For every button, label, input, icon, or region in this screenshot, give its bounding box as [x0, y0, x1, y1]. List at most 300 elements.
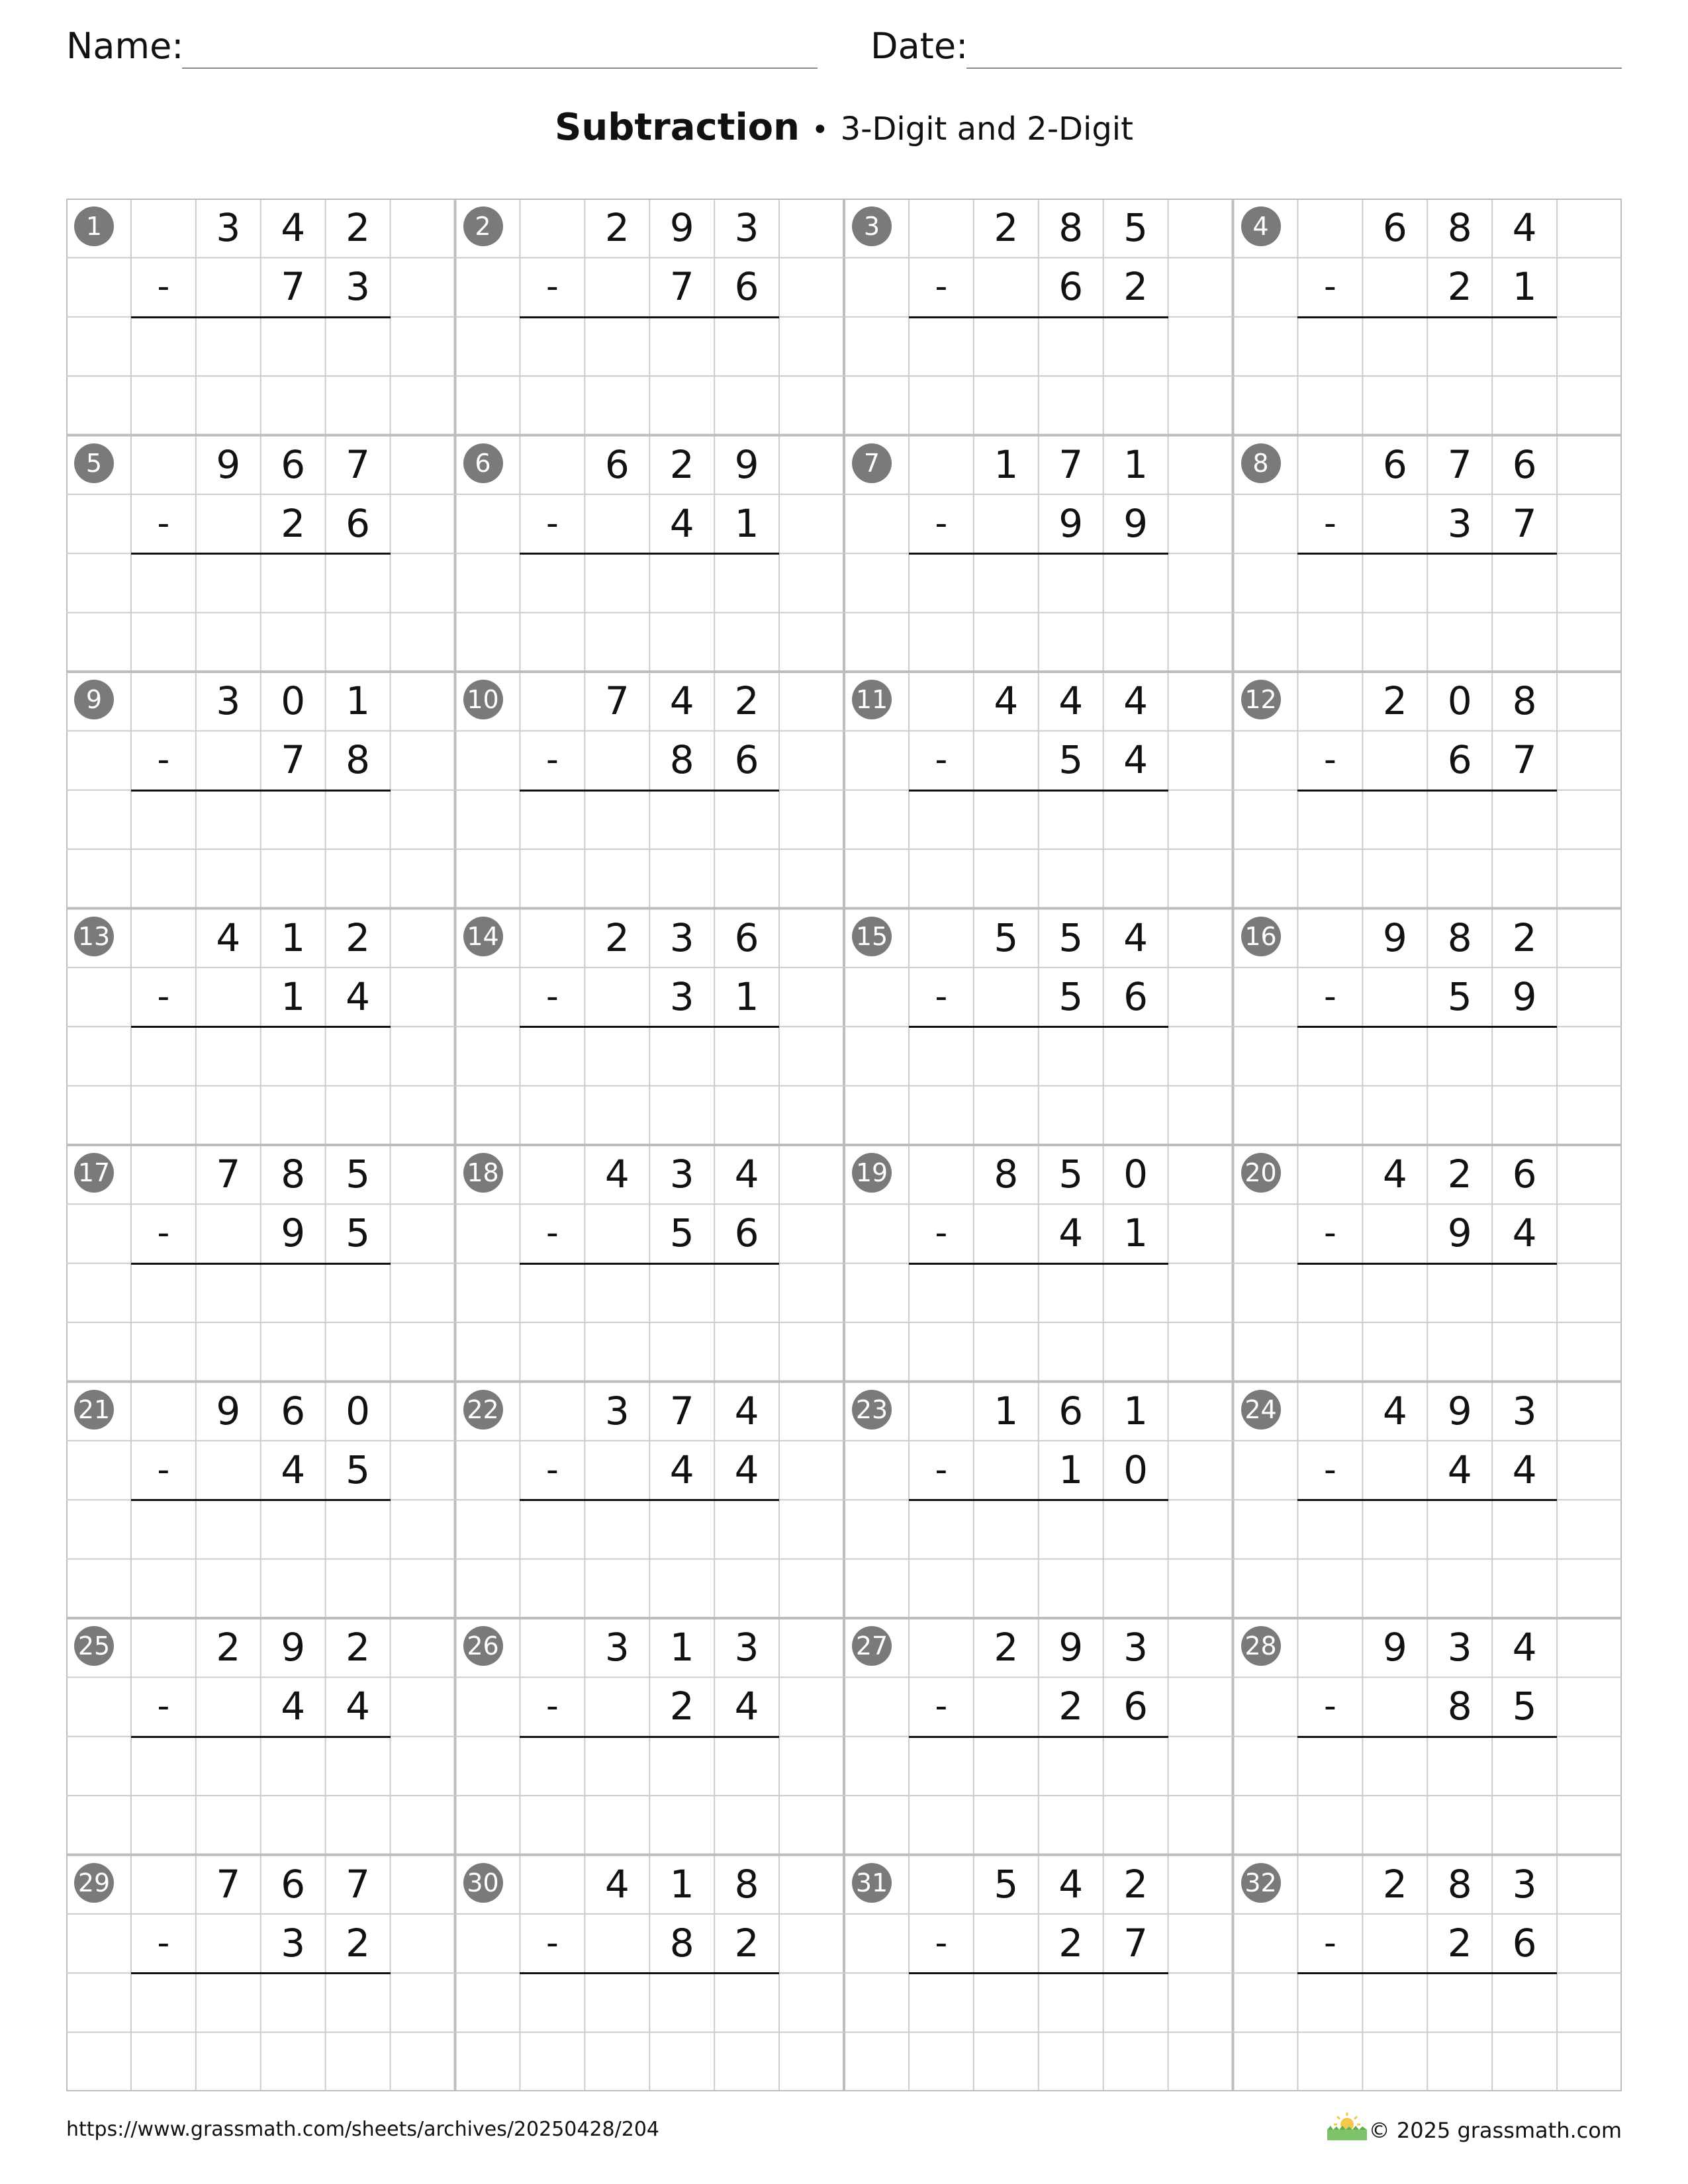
- minuend-digit: 6: [1382, 205, 1407, 250]
- subtrahend-digit: 0: [1123, 1447, 1149, 1492]
- minuend-digit: 4: [1123, 915, 1149, 960]
- minuend-digit: 1: [346, 678, 371, 723]
- answer-area[interactable]: [1297, 792, 1557, 907]
- problem-number-badge: 1: [74, 206, 114, 246]
- minuend-digit: 3: [216, 205, 241, 250]
- minuend-digit: 8: [1058, 205, 1084, 250]
- answer-area[interactable]: [909, 1028, 1168, 1144]
- minuend-digit: 3: [669, 1152, 694, 1197]
- grass-sun-logo-icon: [1324, 2110, 1370, 2143]
- minus-sign: -: [157, 976, 170, 1017]
- minuend-digit: 0: [1123, 1152, 1149, 1197]
- problem-number-badge: 10: [463, 680, 503, 719]
- subtrahend-digit: 3: [669, 974, 694, 1019]
- minuend-digit: 2: [346, 205, 371, 250]
- subtrahend-digit: 1: [1058, 1447, 1084, 1492]
- subtrahend-digit: 7: [281, 737, 306, 783]
- subtrahend-digit: 6: [734, 1210, 759, 1256]
- minuend-digit: 3: [1512, 1861, 1537, 1907]
- minuend-digit: 2: [994, 205, 1019, 250]
- problem-30: [455, 1855, 845, 2092]
- subtrahend-digit: 3: [281, 1920, 306, 1966]
- problem-32: [1233, 1855, 1622, 2092]
- minuend-digit: 4: [1512, 1625, 1537, 1670]
- minuend-digit: 3: [604, 1625, 630, 1670]
- subtrahend-digit: 8: [669, 737, 694, 783]
- problem-number-badge: 16: [1241, 917, 1281, 956]
- problem-10: [455, 672, 845, 909]
- minuend-digit: 7: [669, 1388, 694, 1433]
- name-label: Name:: [66, 25, 184, 67]
- subtrahend-digit: 6: [1512, 1920, 1537, 1966]
- problem-number-badge: 18: [463, 1153, 503, 1193]
- problem-number-badge: 20: [1241, 1153, 1281, 1193]
- subtrahend-digit: 9: [1512, 974, 1537, 1019]
- minuend-digit: 3: [1512, 1388, 1537, 1433]
- subtrahend-digit: 4: [1058, 1210, 1084, 1256]
- minuend-digit: 4: [1382, 1388, 1407, 1433]
- problem-15: [844, 909, 1233, 1146]
- problem-19: [844, 1145, 1233, 1382]
- date-field[interactable]: [966, 68, 1622, 69]
- subtrahend-digit: 9: [281, 1210, 306, 1256]
- minuend-digit: 1: [1123, 1388, 1149, 1433]
- subtrahend-digit: 2: [1058, 1684, 1084, 1729]
- problem-25: [66, 1618, 455, 1855]
- minus-sign: -: [545, 1923, 559, 1963]
- minuend-digit: 7: [216, 1861, 241, 1907]
- minuend-digit: 4: [281, 205, 306, 250]
- answer-area[interactable]: [131, 792, 391, 907]
- subtrahend-digit: 7: [1512, 500, 1537, 546]
- name-field[interactable]: [182, 68, 818, 69]
- minus-sign: -: [935, 267, 948, 307]
- answer-area[interactable]: [1297, 555, 1557, 670]
- subtrahend-digit: 6: [1447, 737, 1472, 783]
- subtrahend-digit: 5: [1058, 737, 1084, 783]
- problem-3: [844, 199, 1233, 435]
- minus-sign: -: [1323, 976, 1336, 1017]
- subtrahend-digit: 2: [1058, 1920, 1084, 1966]
- minus-sign: -: [1323, 1213, 1336, 1253]
- minuend-digit: 4: [669, 678, 694, 723]
- answer-area[interactable]: [131, 1974, 391, 2090]
- problem-number-badge: 7: [852, 443, 892, 483]
- subtrahend-digit: 4: [669, 1447, 694, 1492]
- minuend-digit: 1: [1123, 441, 1149, 487]
- minuend-digit: 1: [994, 441, 1019, 487]
- minuend-digit: 5: [1058, 1152, 1084, 1197]
- minus-sign: -: [157, 503, 170, 543]
- minus-sign: -: [935, 1449, 948, 1490]
- problem-18: [455, 1145, 845, 1382]
- minuend-digit: 8: [281, 1152, 306, 1197]
- minuend-digit: 6: [604, 441, 630, 487]
- problem-29: [66, 1855, 455, 2092]
- problem-number-badge: 13: [74, 917, 114, 956]
- footer-url[interactable]: https://www.grassmath.com/sheets/archives/20250428/204: [66, 2118, 660, 2141]
- answer-area[interactable]: [1297, 318, 1557, 434]
- minuend-digit: 7: [1447, 441, 1472, 487]
- minuend-digit: 2: [1123, 1861, 1149, 1907]
- minuend-digit: 9: [1382, 915, 1407, 960]
- subtrahend-digit: 1: [1123, 1210, 1149, 1256]
- problem-14: [455, 909, 845, 1146]
- minuend-digit: 6: [1382, 441, 1407, 487]
- problem-28: [1233, 1618, 1622, 1855]
- subtrahend-digit: 7: [1123, 1920, 1149, 1966]
- subtrahend-digit: 4: [734, 1684, 759, 1729]
- subtrahend-digit: 6: [734, 264, 759, 310]
- subtrahend-digit: 1: [1512, 264, 1537, 310]
- minuend-digit: 9: [216, 441, 241, 487]
- problem-number-badge: 22: [463, 1390, 503, 1430]
- title-separator: •: [811, 113, 829, 147]
- problem-26: [455, 1618, 845, 1855]
- problem-number-badge: 25: [74, 1626, 114, 1666]
- answer-area[interactable]: [131, 1028, 391, 1144]
- minuend-digit: 4: [604, 1861, 630, 1907]
- minuend-digit: 5: [994, 1861, 1019, 1907]
- problem-number-badge: 32: [1241, 1863, 1281, 1903]
- minuend-digit: 5: [1123, 205, 1149, 250]
- answer-area[interactable]: [1297, 1265, 1557, 1381]
- minuend-digit: 2: [734, 678, 759, 723]
- answer-area[interactable]: [520, 555, 779, 670]
- problem-4: [1233, 199, 1622, 435]
- problem-number-badge: 14: [463, 917, 503, 956]
- subtrahend-digit: 3: [346, 264, 371, 310]
- answer-area[interactable]: [520, 318, 779, 434]
- problem-number-badge: 2: [463, 206, 503, 246]
- subtrahend-digit: 6: [346, 500, 371, 546]
- minuend-digit: 8: [1447, 205, 1472, 250]
- minuend-digit: 9: [1382, 1625, 1407, 1670]
- minus-sign: -: [935, 1213, 948, 1253]
- minus-sign: -: [157, 1449, 170, 1490]
- answer-area[interactable]: [131, 555, 391, 670]
- subtrahend-digit: 8: [1447, 1684, 1472, 1729]
- subtrahend-digit: 7: [1512, 737, 1537, 783]
- subtrahend-digit: 6: [734, 737, 759, 783]
- minuend-digit: 7: [346, 441, 371, 487]
- minus-sign: -: [157, 1923, 170, 1963]
- minuend-digit: 8: [1447, 1861, 1472, 1907]
- minus-sign: -: [1323, 503, 1336, 543]
- problem-number-badge: 29: [74, 1863, 114, 1903]
- minuend-digit: 7: [1058, 441, 1084, 487]
- problem-number-badge: 26: [463, 1626, 503, 1666]
- minus-sign: -: [935, 1923, 948, 1963]
- subtrahend-digit: 1: [281, 974, 306, 1019]
- problem-number-badge: 19: [852, 1153, 892, 1193]
- minuend-digit: 7: [346, 1861, 371, 1907]
- answer-area[interactable]: [909, 1974, 1168, 2090]
- minuend-digit: 9: [281, 1625, 306, 1670]
- answer-area[interactable]: [1297, 1028, 1557, 1144]
- answer-area[interactable]: [131, 1738, 391, 1854]
- subtrahend-digit: 2: [1447, 264, 1472, 310]
- answer-area[interactable]: [1297, 1738, 1557, 1854]
- answer-area[interactable]: [520, 1738, 779, 1854]
- minuend-digit: 2: [604, 915, 630, 960]
- minus-sign: -: [545, 740, 559, 780]
- minuend-digit: 6: [281, 1388, 306, 1433]
- subtrahend-digit: 2: [281, 500, 306, 546]
- minuend-digit: 8: [1447, 915, 1472, 960]
- minuend-digit: 9: [1447, 1388, 1472, 1433]
- subtrahend-digit: 6: [1058, 264, 1084, 310]
- minuend-digit: 0: [1447, 678, 1472, 723]
- minus-sign: -: [157, 267, 170, 307]
- subtrahend-digit: 8: [669, 1920, 694, 1966]
- minuend-digit: 7: [604, 678, 630, 723]
- problem-16: [1233, 909, 1622, 1146]
- minuend-digit: 8: [734, 1861, 759, 1907]
- subtrahend-digit: 5: [669, 1210, 694, 1256]
- subtrahend-digit: 1: [734, 974, 759, 1019]
- answer-area[interactable]: [520, 1974, 779, 2090]
- minuend-digit: 3: [1447, 1625, 1472, 1670]
- subtrahend-digit: 2: [734, 1920, 759, 1966]
- minuend-digit: 6: [734, 915, 759, 960]
- minuend-digit: 5: [994, 915, 1019, 960]
- minuend-digit: 6: [1512, 1152, 1537, 1197]
- problem-17: [66, 1145, 455, 1382]
- minus-sign: -: [545, 976, 559, 1017]
- problem-number-badge: 12: [1241, 680, 1281, 719]
- minuend-digit: 4: [994, 678, 1019, 723]
- subtrahend-digit: 2: [346, 1920, 371, 1966]
- minuend-digit: 1: [281, 915, 306, 960]
- minus-sign: -: [935, 1686, 948, 1727]
- subtrahend-digit: 4: [1512, 1210, 1537, 1256]
- problem-11: [844, 672, 1233, 909]
- answer-area[interactable]: [909, 318, 1168, 434]
- minuend-digit: 2: [1382, 678, 1407, 723]
- subtrahend-digit: 4: [1447, 1447, 1472, 1492]
- problem-27: [844, 1618, 1233, 1855]
- problem-number-badge: 17: [74, 1153, 114, 1193]
- minus-sign: -: [935, 976, 948, 1017]
- minus-sign: -: [545, 503, 559, 543]
- subtrahend-digit: 5: [346, 1210, 371, 1256]
- problem-2: [455, 199, 845, 435]
- minuend-digit: 4: [1512, 205, 1537, 250]
- subtrahend-digit: 9: [1123, 500, 1149, 546]
- problem-8: [1233, 435, 1622, 672]
- subtrahend-digit: 4: [1123, 737, 1149, 783]
- problem-number-badge: 31: [852, 1863, 892, 1903]
- minus-sign: -: [1323, 267, 1336, 307]
- answer-area[interactable]: [520, 1028, 779, 1144]
- minuend-digit: 4: [734, 1152, 759, 1197]
- problem-number-badge: 9: [74, 680, 114, 719]
- problem-number-badge: 15: [852, 917, 892, 956]
- date-label: Date:: [870, 25, 968, 67]
- answer-area[interactable]: [520, 1501, 779, 1617]
- subtrahend-digit: 3: [1447, 500, 1472, 546]
- minuend-digit: 7: [216, 1152, 241, 1197]
- problem-number-badge: 3: [852, 206, 892, 246]
- problem-12: [1233, 672, 1622, 909]
- minuend-digit: 9: [669, 205, 694, 250]
- problem-13: [66, 909, 455, 1146]
- subtrahend-digit: 7: [281, 264, 306, 310]
- answer-area[interactable]: [131, 318, 391, 434]
- answer-area[interactable]: [909, 1501, 1168, 1617]
- minuend-digit: 6: [281, 1861, 306, 1907]
- subtrahend-digit: 2: [669, 1684, 694, 1729]
- subtrahend-digit: 9: [1058, 500, 1084, 546]
- minuend-digit: 0: [346, 1388, 371, 1433]
- minus-sign: -: [545, 1686, 559, 1727]
- problem-number-badge: 27: [852, 1626, 892, 1666]
- minuend-digit: 2: [669, 441, 694, 487]
- minuend-digit: 3: [216, 678, 241, 723]
- minuend-digit: 6: [281, 441, 306, 487]
- minus-sign: -: [935, 503, 948, 543]
- subtrahend-digit: 4: [281, 1447, 306, 1492]
- minus-sign: -: [157, 1686, 170, 1727]
- subtrahend-digit: 1: [734, 500, 759, 546]
- minuend-digit: 2: [216, 1625, 241, 1670]
- minus-sign: -: [157, 740, 170, 780]
- minuend-digit: 3: [734, 205, 759, 250]
- minus-sign: -: [545, 1213, 559, 1253]
- minuend-digit: 4: [1382, 1152, 1407, 1197]
- problem-number-badge: 8: [1241, 443, 1281, 483]
- minuend-digit: 9: [216, 1388, 241, 1433]
- subtrahend-digit: 9: [1447, 1210, 1472, 1256]
- problem-number-badge: 21: [74, 1390, 114, 1430]
- subtrahend-digit: 5: [1512, 1684, 1537, 1729]
- subtrahend-digit: 4: [669, 500, 694, 546]
- problem-number-badge: 28: [1241, 1626, 1281, 1666]
- minuend-digit: 4: [1058, 1861, 1084, 1907]
- minus-sign: -: [545, 267, 559, 307]
- problem-number-badge: 4: [1241, 206, 1281, 246]
- title-main: Subtraction: [555, 106, 800, 149]
- minuend-digit: 5: [346, 1152, 371, 1197]
- minuend-digit: 1: [669, 1861, 694, 1907]
- title-subtitle: 3-Digit and 2-Digit: [840, 111, 1133, 148]
- subtrahend-digit: 4: [734, 1447, 759, 1492]
- minuend-digit: 9: [1058, 1625, 1084, 1670]
- problem-21: [66, 1382, 455, 1619]
- minus-sign: -: [935, 740, 948, 780]
- minuend-digit: 1: [669, 1625, 694, 1670]
- minuend-digit: 3: [604, 1388, 630, 1433]
- footer-copyright: © 2025 grassmath.com: [1368, 2118, 1622, 2143]
- minuend-digit: 4: [216, 915, 241, 960]
- subtrahend-digit: 4: [281, 1684, 306, 1729]
- problem-number-badge: 23: [852, 1390, 892, 1430]
- minuend-digit: 3: [734, 1625, 759, 1670]
- minuend-digit: 3: [669, 915, 694, 960]
- subtrahend-digit: 4: [1512, 1447, 1537, 1492]
- answer-area[interactable]: [131, 1501, 391, 1617]
- minuend-digit: 9: [734, 441, 759, 487]
- answer-area[interactable]: [909, 792, 1168, 907]
- minuend-digit: 2: [994, 1625, 1019, 1670]
- minuend-digit: 8: [994, 1152, 1019, 1197]
- minuend-digit: 2: [1512, 915, 1537, 960]
- answer-area[interactable]: [1297, 1974, 1557, 2090]
- minuend-digit: 4: [734, 1388, 759, 1433]
- problem-7: [844, 435, 1233, 672]
- subtrahend-digit: 2: [1447, 1920, 1472, 1966]
- problem-22: [455, 1382, 845, 1619]
- problem-number-badge: 11: [852, 680, 892, 719]
- minuend-digit: 5: [1058, 915, 1084, 960]
- minus-sign: -: [545, 1449, 559, 1490]
- minuend-digit: 6: [1058, 1388, 1084, 1433]
- subtrahend-digit: 6: [1123, 1684, 1149, 1729]
- problem-number-badge: 30: [463, 1863, 503, 1903]
- subtrahend-digit: 5: [1447, 974, 1472, 1019]
- subtrahend-digit: 4: [346, 974, 371, 1019]
- problem-number-badge: 24: [1241, 1390, 1281, 1430]
- subtrahend-digit: 6: [1123, 974, 1149, 1019]
- answer-area[interactable]: [909, 555, 1168, 670]
- problem-31: [844, 1855, 1233, 2092]
- minus-sign: -: [1323, 1923, 1336, 1963]
- problem-1: [66, 199, 455, 435]
- minuend-digit: 6: [1512, 441, 1537, 487]
- problem-number-badge: 5: [74, 443, 114, 483]
- subtrahend-digit: 7: [669, 264, 694, 310]
- problem-9: [66, 672, 455, 909]
- subtrahend-digit: 4: [346, 1684, 371, 1729]
- answer-area[interactable]: [520, 1265, 779, 1381]
- answer-area[interactable]: [131, 1265, 391, 1381]
- minuend-digit: 2: [604, 205, 630, 250]
- minus-sign: -: [157, 1213, 170, 1253]
- minuend-digit: 2: [1447, 1152, 1472, 1197]
- minuend-digit: 2: [1382, 1861, 1407, 1907]
- subtrahend-digit: 5: [1058, 974, 1084, 1019]
- subtrahend-digit: 5: [346, 1447, 371, 1492]
- subtrahend-digit: 8: [346, 737, 371, 783]
- minus-sign: -: [1323, 1449, 1336, 1490]
- minuend-digit: 4: [1123, 678, 1149, 723]
- minuend-digit: 4: [604, 1152, 630, 1197]
- problem-5: [66, 435, 455, 672]
- problem-23: [844, 1382, 1233, 1619]
- minuend-digit: 2: [346, 915, 371, 960]
- worksheet-title: [0, 106, 1688, 149]
- minuend-digit: 0: [281, 678, 306, 723]
- minuend-digit: 3: [1123, 1625, 1149, 1670]
- answer-area[interactable]: [520, 792, 779, 907]
- problem-grid: [66, 199, 1622, 2091]
- minuend-digit: 8: [1512, 678, 1537, 723]
- problem-24: [1233, 1382, 1622, 1619]
- minuend-digit: 2: [346, 1625, 371, 1670]
- answer-area[interactable]: [909, 1265, 1168, 1381]
- problem-20: [1233, 1145, 1622, 1382]
- minus-sign: -: [1323, 740, 1336, 780]
- problem-number-badge: 6: [463, 443, 503, 483]
- minuend-digit: 4: [1058, 678, 1084, 723]
- answer-area[interactable]: [909, 1738, 1168, 1854]
- subtrahend-digit: 2: [1123, 264, 1149, 310]
- minuend-digit: 1: [994, 1388, 1019, 1433]
- answer-area[interactable]: [1297, 1501, 1557, 1617]
- problem-6: [455, 435, 845, 672]
- minus-sign: -: [1323, 1686, 1336, 1727]
